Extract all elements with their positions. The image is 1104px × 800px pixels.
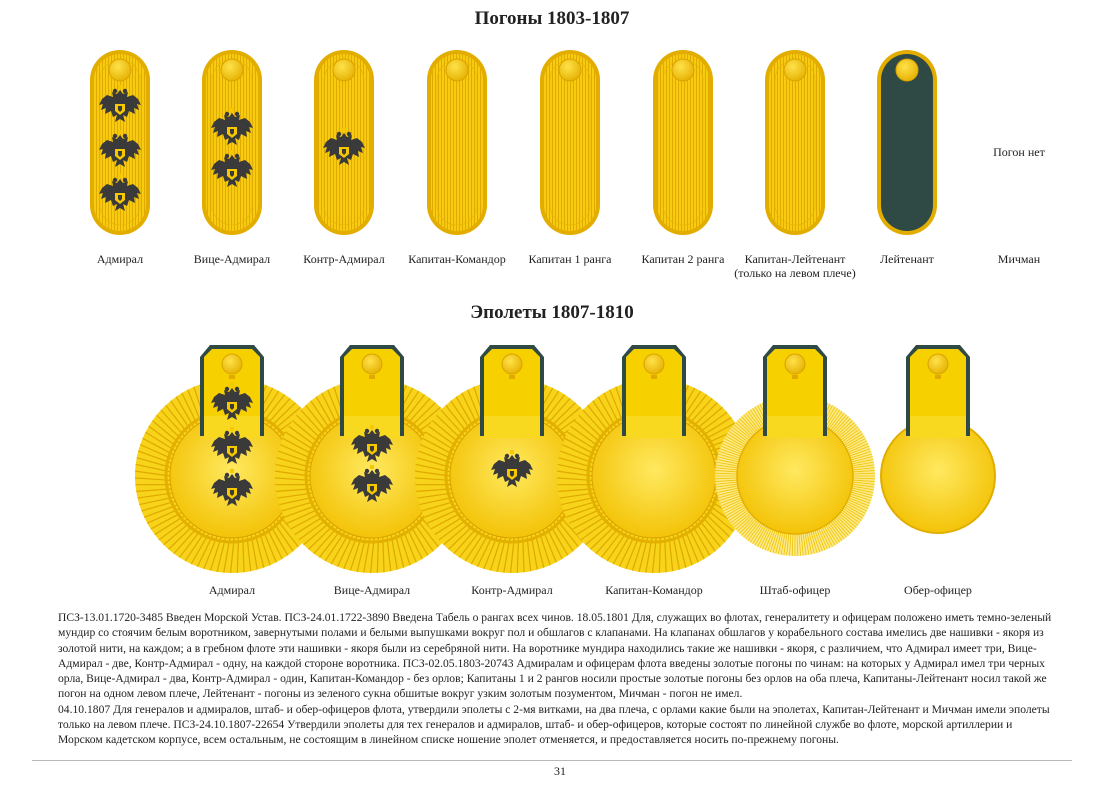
button-icon (785, 354, 805, 374)
epolet-label: Вице-Адмирал (333, 583, 411, 597)
button-icon (928, 354, 948, 374)
button-icon (896, 59, 918, 81)
pogon-label-note: (только на левом плече) (734, 266, 856, 280)
body-paragraph-1: ПСЗ-13.01.1720-3485 Введен Морской Устав. ПСЗ-24.01.1722-3890 Введена Табель о рангах всех чинов. 18.05.1801 Для, служащих во флотах, генералитету и офицерам положено иметь темно-зеленый мундир со стоячим белым воротником, завернутыми полами и белыми выпушками вокруг пол и обшлагов с клапанами. На клапанах обшлагов у корабельного состава имелись две нашивки - якоря из золотой нити, на каждом; а в гребном флоте эти нашивки - якоря были из серебряной нити. На воротнике мундира находились такие же нашивки - якоря, с различием, что Адмирал имеет три, Вице-Адмирал - две, Контр-Адмирал - одну, на каждой стороне воротника. ПСЗ-02.05.1803-20743 Адмиралам и офицерам флота введены золотые погоны по чинам: на которых у Адмирал имел три черных орла, Вице-Адмирал - два, Контр-Адмирал - один, Капитан-Командор - без орлов; Капитаны 1 и 2 рангов носили простые золотые погоны без орлов на оба плеча, Капитаны-Лейтенант носил такой же погон на одном левом плече, Лейтенант - погоны из зеленого сукна обшитые вокруг узким золотым позументом, Мичман - погон не имел. (58, 611, 1052, 701)
button-icon (672, 59, 694, 81)
button-icon (221, 59, 243, 81)
pogon-8 (877, 50, 937, 235)
epolet-label: Капитан-Командор (605, 583, 703, 597)
title-epolety: Эполеты 1807-1810 (470, 302, 634, 323)
pogon-1 (90, 50, 150, 235)
pogon-label: Адмирал (96, 252, 144, 266)
pogon-label: Капитан 2 ранга (641, 252, 725, 266)
pogon-label: Капитан-Лейтенант (744, 252, 846, 266)
button-icon (446, 59, 468, 81)
epolet-6 (881, 345, 995, 533)
button-icon (784, 59, 806, 81)
pogon-6 (653, 50, 713, 235)
pogon-7 (765, 50, 825, 235)
epolet-label: Обер-офицер (904, 583, 972, 597)
button-icon (109, 59, 131, 81)
epolet-5 (715, 345, 875, 556)
button-icon (333, 59, 355, 81)
button-icon (644, 354, 664, 374)
button-icon (559, 59, 581, 81)
epolet-label: Адмирал (208, 583, 256, 597)
epolety-row (135, 345, 995, 573)
button-icon (222, 354, 242, 374)
button-icon (362, 354, 382, 374)
pogon-5 (540, 50, 600, 235)
pogon-3 (314, 50, 374, 235)
pogon-label: Мичман (997, 252, 1041, 266)
pogon-label: Капитан-Командор (408, 252, 506, 266)
pogon-9 (993, 145, 1045, 159)
footer-rule (32, 760, 1072, 761)
pogon-label: Контр-Адмирал (303, 252, 385, 266)
body-text (58, 610, 1058, 748)
pogon-4 (427, 50, 487, 235)
pogony-row (90, 50, 1046, 235)
title-pogony: Погоны 1803-1807 (474, 8, 630, 29)
pogon-label: Вице-Адмирал (193, 252, 271, 266)
button-icon (502, 354, 522, 374)
body-paragraph-2: 04.10.1807 Для генералов и адмиралов, штаб- и обер-офицеров флота, утвердили эполеты с 2-мя витками, на два плеча, с орлами какие были на эполетах, Капитан-Лейтенант и Мичман имели эполеты только на левом плече. ПСЗ-24.10.1807-22654 Утвердили эполеты для тех генералов и адмиралов, штаб- и обер-офицеров, которые состоят по линейной службе во флоте, морской артиллерии и Морском кадетском корпусе, всем остальным, не состоящим в линейном списке ношение эполет отменяется, и предоставляется носить по-прежнему погоны. (58, 702, 1050, 747)
pogon-2 (202, 50, 262, 235)
epolet-label: Контр-Адмирал (471, 583, 553, 597)
epolet-label: Штаб-офицер (759, 583, 831, 597)
page-number: 31 (554, 764, 566, 778)
pogon-label: Капитан 1 ранга (528, 252, 612, 266)
pogon-label: Лейтенант (880, 252, 934, 266)
no-pogon-text: Погон нет (993, 145, 1045, 159)
